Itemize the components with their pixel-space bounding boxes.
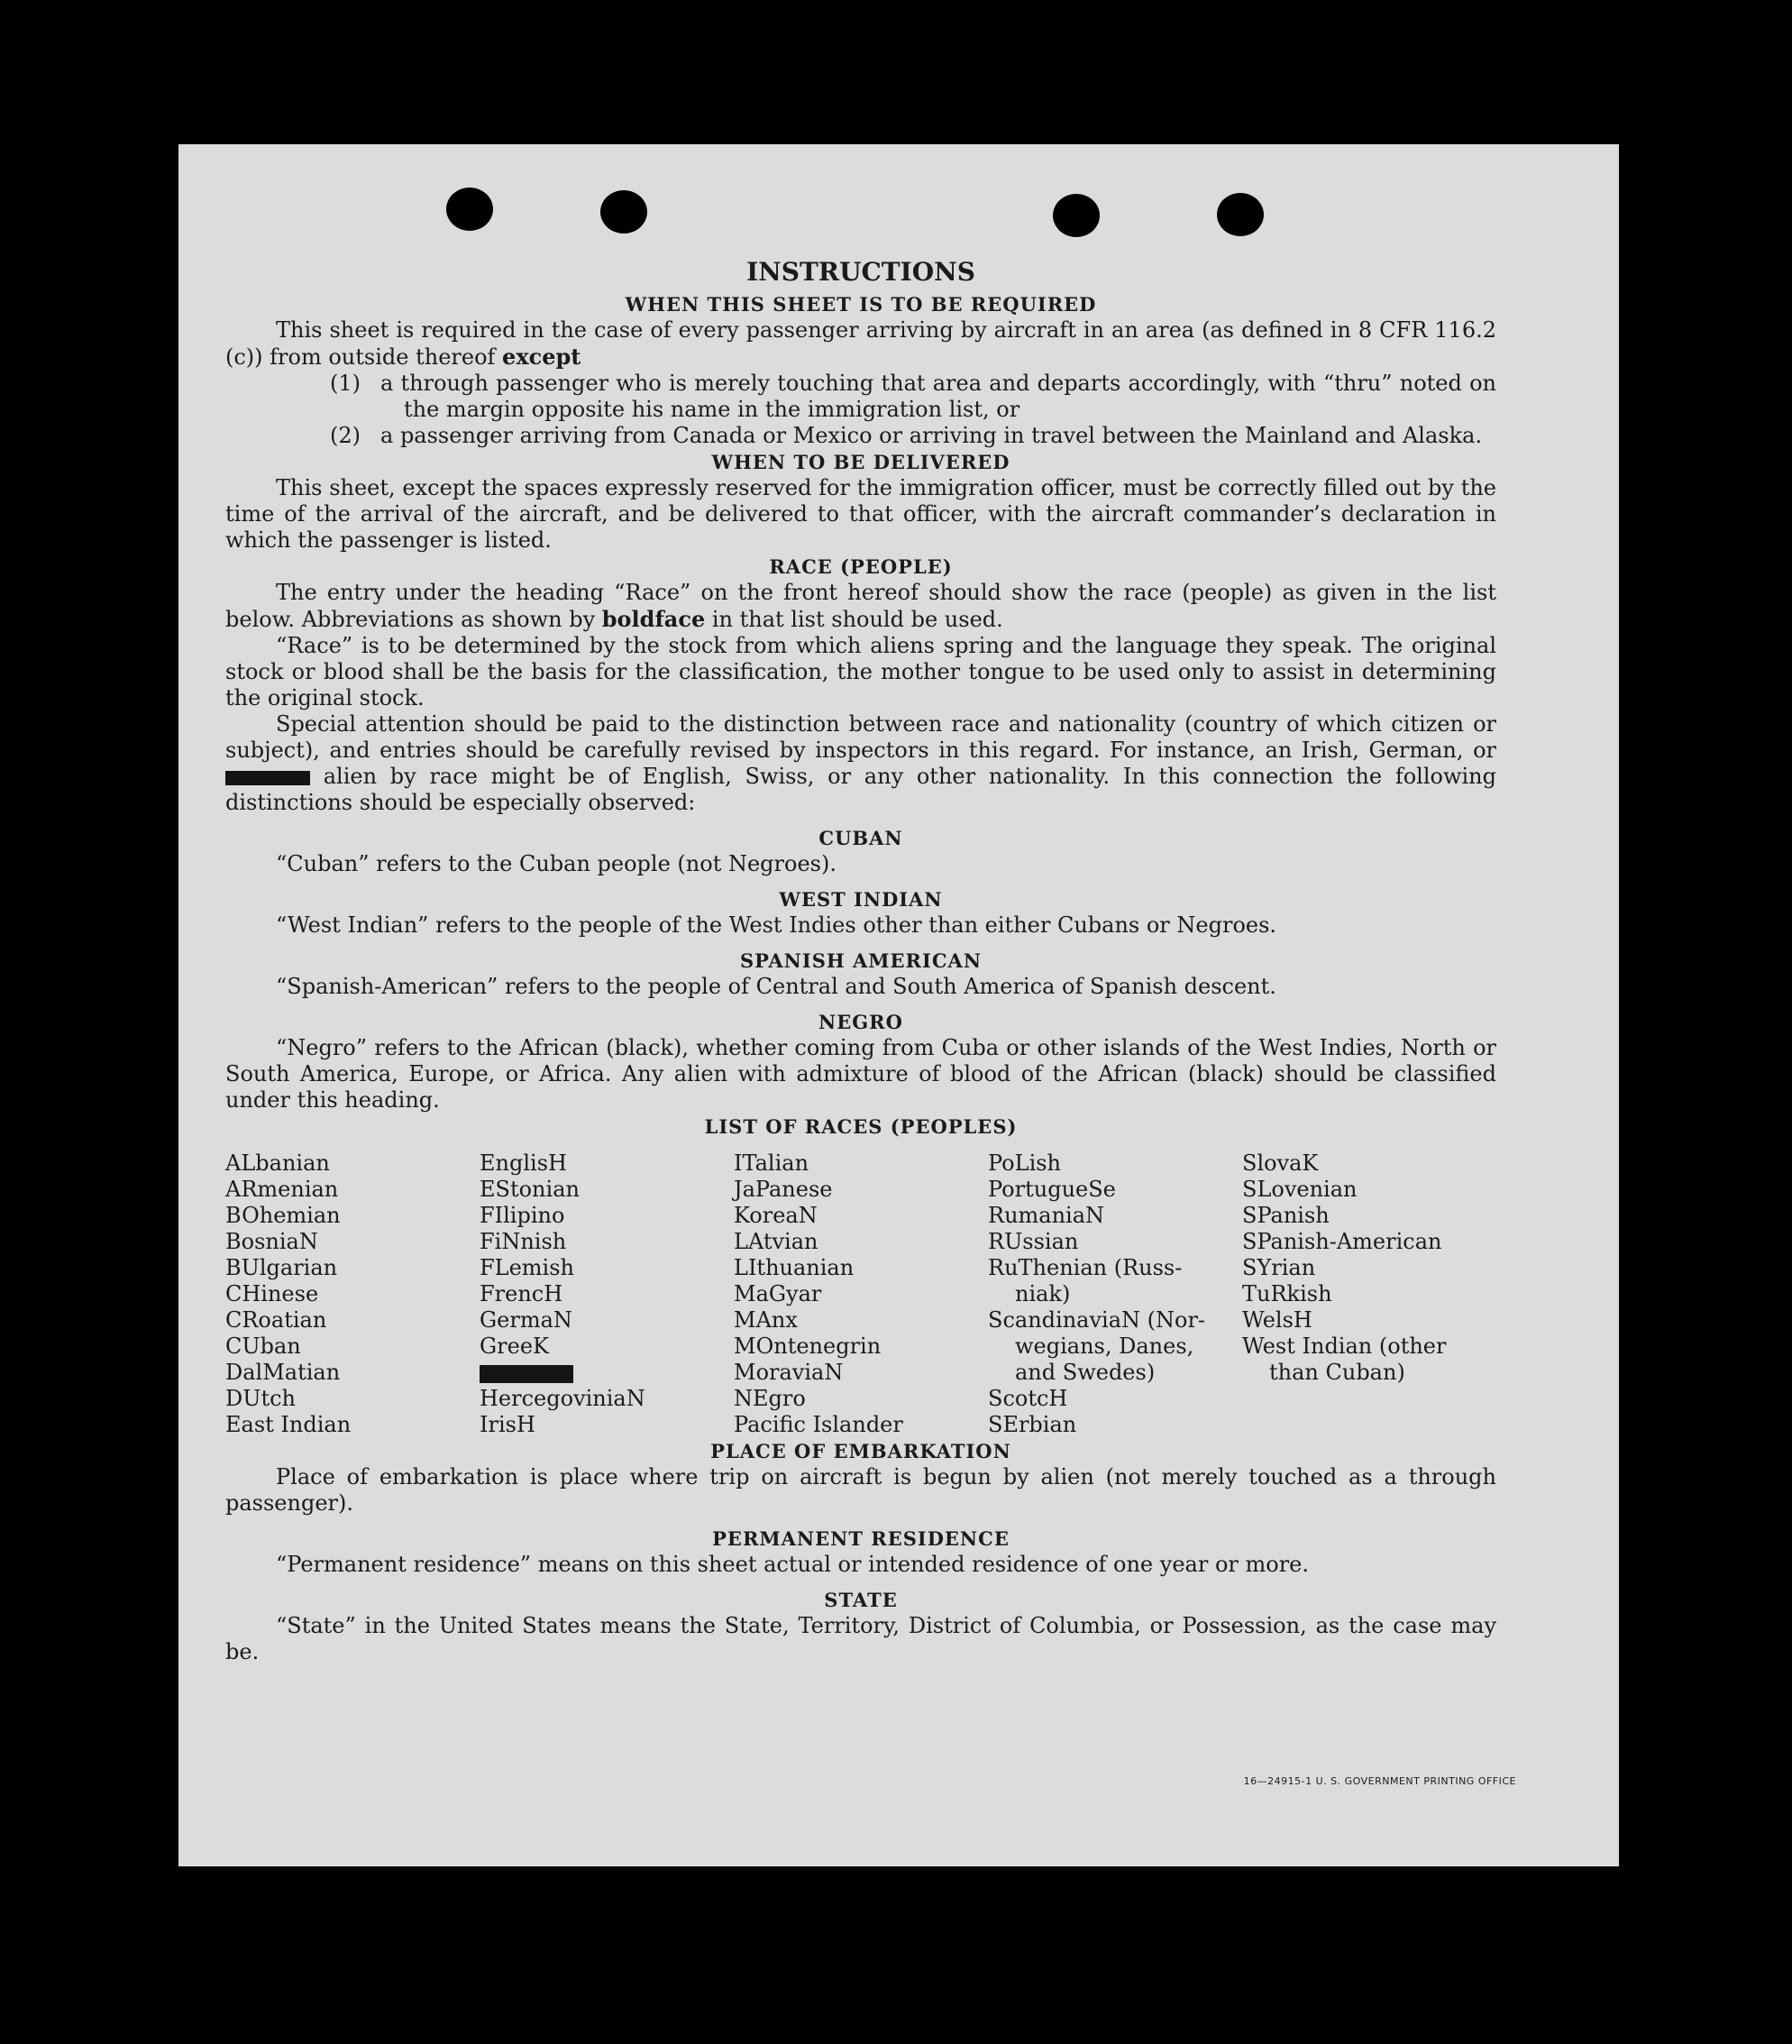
race-column: [480, 1150, 734, 1438]
race-item: SlovaK: [1242, 1150, 1319, 1176]
page-title: INSTRUCTIONS: [746, 257, 975, 287]
section-heading: CUBAN: [818, 827, 903, 849]
race-item: CUban: [225, 1334, 301, 1359]
race-item: East Indian: [225, 1412, 352, 1437]
race-item: Pacific Islander: [734, 1412, 903, 1437]
race-item: FLemish: [480, 1255, 574, 1280]
paragraph: “Permanent residence” means on this sheet actual or intended residence of one year or more.: [276, 1552, 1309, 1577]
paragraph: “Spanish-American” refers to the people of Central and South America of Spanish descent.: [276, 974, 1276, 999]
punch-hole: [600, 190, 647, 234]
race-item: MAnx: [734, 1307, 798, 1333]
list-item: (1) a through passenger who is merely touching that area and departs accordingly, with “thru” noted on the margin opposite his name in the immigration list, or: [330, 371, 1496, 422]
race-item: SLovenian: [1242, 1177, 1358, 1202]
race-column: [1242, 1150, 1496, 1438]
punch-hole: [1217, 193, 1264, 236]
list-item: (2) a passenger arriving from Canada or Mexico or arriving in travel between the Mainland and Alaska.: [330, 423, 1483, 448]
race-item: DalMatian: [225, 1360, 341, 1385]
race-item: GreeK: [480, 1334, 549, 1359]
race-item: TuRkish: [1242, 1281, 1332, 1306]
section-heading: STATE: [824, 1589, 898, 1611]
race-item: BosniaN: [225, 1229, 318, 1254]
paragraph: Place of embarkation is place where trip on aircraft is begun by alien (not merely touched as a through passenger).: [225, 1464, 1496, 1516]
race-item: FiNnish: [480, 1229, 567, 1254]
printing-office-footer: 16—24915-1 U. S. GOVERNMENT PRINTING OFFICE: [1243, 1775, 1516, 1787]
race-item: PortugueSe: [988, 1177, 1116, 1202]
redaction-mark: [480, 1365, 573, 1383]
race-item: LIthuanian: [734, 1255, 855, 1280]
paragraph: This sheet, except the spaces expressly reserved for the immigration officer, must be correctly filled out by the time of the arrival of the aircraft, and be delivered to that officer, with the aircraft commander’s declaration in which the passenger is listed.: [225, 475, 1496, 553]
race-item: MaGyar: [734, 1281, 822, 1306]
race-item: FrencH: [480, 1281, 563, 1306]
section-heading: PERMANENT RESIDENCE: [712, 1527, 1010, 1550]
race-column: [734, 1150, 988, 1438]
race-item: and Swedes): [1015, 1360, 1156, 1385]
race-item: PoLish: [988, 1150, 1062, 1176]
section-heading: WHEN TO BE DELIVERED: [711, 451, 1010, 473]
race-item: SErbian: [988, 1412, 1077, 1437]
race-item: DUtch: [225, 1386, 297, 1411]
document-sheet: [178, 144, 1619, 1866]
race-item: MoraviaN: [734, 1360, 844, 1385]
paragraph: “Race” is to be determined by the stock from which aliens spring and the language they speak. The original stock or blood shall be the basis for the classification, the mother tongue to be used only to assist in determining the original stock.: [225, 633, 1496, 710]
race-item: MOntenegrin: [734, 1334, 882, 1359]
race-item: KoreaN: [734, 1203, 818, 1228]
race-item: ITalian: [734, 1150, 809, 1176]
paragraph: “West Indian” refers to the people of the West Indies other than either Cubans or Negroes.: [276, 912, 1277, 938]
race-item: BUlgarian: [225, 1255, 338, 1280]
race-item: SPanish: [1242, 1203, 1330, 1228]
race-item: LAtvian: [734, 1229, 818, 1254]
redaction-mark: [225, 771, 310, 785]
instructions-content: [225, 257, 1496, 1665]
race-item: RUssian: [988, 1229, 1079, 1254]
race-column: [988, 1150, 1242, 1438]
section-heading: NEGRO: [818, 1011, 903, 1033]
paragraph: This sheet is required in the case of every passenger arriving by aircraft in an area (as defined in 8 CFR 116.2 (c)) from outside thereof except: [225, 317, 1496, 370]
section-heading: SPANISH AMERICAN: [739, 949, 983, 972]
race-item: IrisH: [480, 1412, 535, 1437]
section-heading: WEST INDIAN: [779, 888, 943, 911]
race-item: WelsH: [1242, 1307, 1312, 1333]
paragraph: “Cuban” refers to the Cuban people (not Negroes).: [276, 851, 837, 876]
race-item: BOhemian: [225, 1203, 341, 1228]
race-item: ScandinaviaN (Nor-: [988, 1307, 1206, 1333]
paragraph: “State” in the United States means the State, Territory, District of Columbia, or Possession, as the case may be.: [225, 1613, 1496, 1664]
race-item: [480, 1360, 734, 1386]
race-item: RumaniaN: [988, 1203, 1105, 1228]
section-heading: LIST OF RACES (PEOPLES): [704, 1115, 1018, 1138]
race-item: niak): [1015, 1281, 1071, 1306]
punch-hole: [446, 188, 493, 231]
race-item: West Indian (other: [1242, 1334, 1447, 1359]
section-heading: PLACE OF EMBARKATION: [710, 1440, 1011, 1462]
race-list: [225, 1150, 1496, 1438]
section-heading: WHEN THIS SHEET IS TO BE REQUIRED: [625, 293, 1097, 316]
race-item: SYrian: [1242, 1255, 1316, 1280]
race-item: ALbanian: [225, 1150, 330, 1176]
paragraph: The entry under the heading “Race” on the front hereof should show the race (people) as given in the list below. Abbreviations as shown by boldface in that list should be used.: [225, 580, 1496, 632]
race-item: CRoatian: [225, 1307, 327, 1333]
race-item: SPanish-American: [1242, 1229, 1442, 1254]
race-item: EStonian: [480, 1177, 580, 1202]
race-item: RuThenian (Russ-: [988, 1255, 1183, 1280]
race-item: GermaN: [480, 1307, 572, 1333]
paragraph: Special attention should be paid to the distinction between race and nationality (country of which citizen or subject), and entries should be carefully revised by inspectors in this regard. For instance, an Irish, German, or alien by race might be of English, Swiss, or any other nationality. In this connection the following distinctions should be especially observed:: [225, 711, 1496, 815]
race-item: ScotcH: [988, 1386, 1068, 1411]
section-heading: RACE (PEOPLE): [769, 555, 953, 578]
race-item: ARmenian: [225, 1177, 339, 1202]
punch-hole: [1053, 194, 1100, 237]
race-item: NEgro: [734, 1386, 806, 1411]
race-item: JaPanese: [734, 1177, 833, 1202]
race-item: wegians, Danes,: [1015, 1334, 1194, 1359]
race-item: CHinese: [225, 1281, 319, 1306]
race-item: than Cuban): [1269, 1360, 1405, 1385]
race-item: HercegoviniaN: [480, 1386, 645, 1411]
race-item: FIlipino: [480, 1203, 565, 1228]
paragraph: “Negro” refers to the African (black), whether coming from Cuba or other islands of the West Indies, North or South America, Europe, or Africa. Any alien with admixture of blood of the African (black) should be classified under this heading.: [225, 1035, 1496, 1113]
race-column: [225, 1150, 480, 1438]
race-item: EnglisH: [480, 1150, 567, 1176]
